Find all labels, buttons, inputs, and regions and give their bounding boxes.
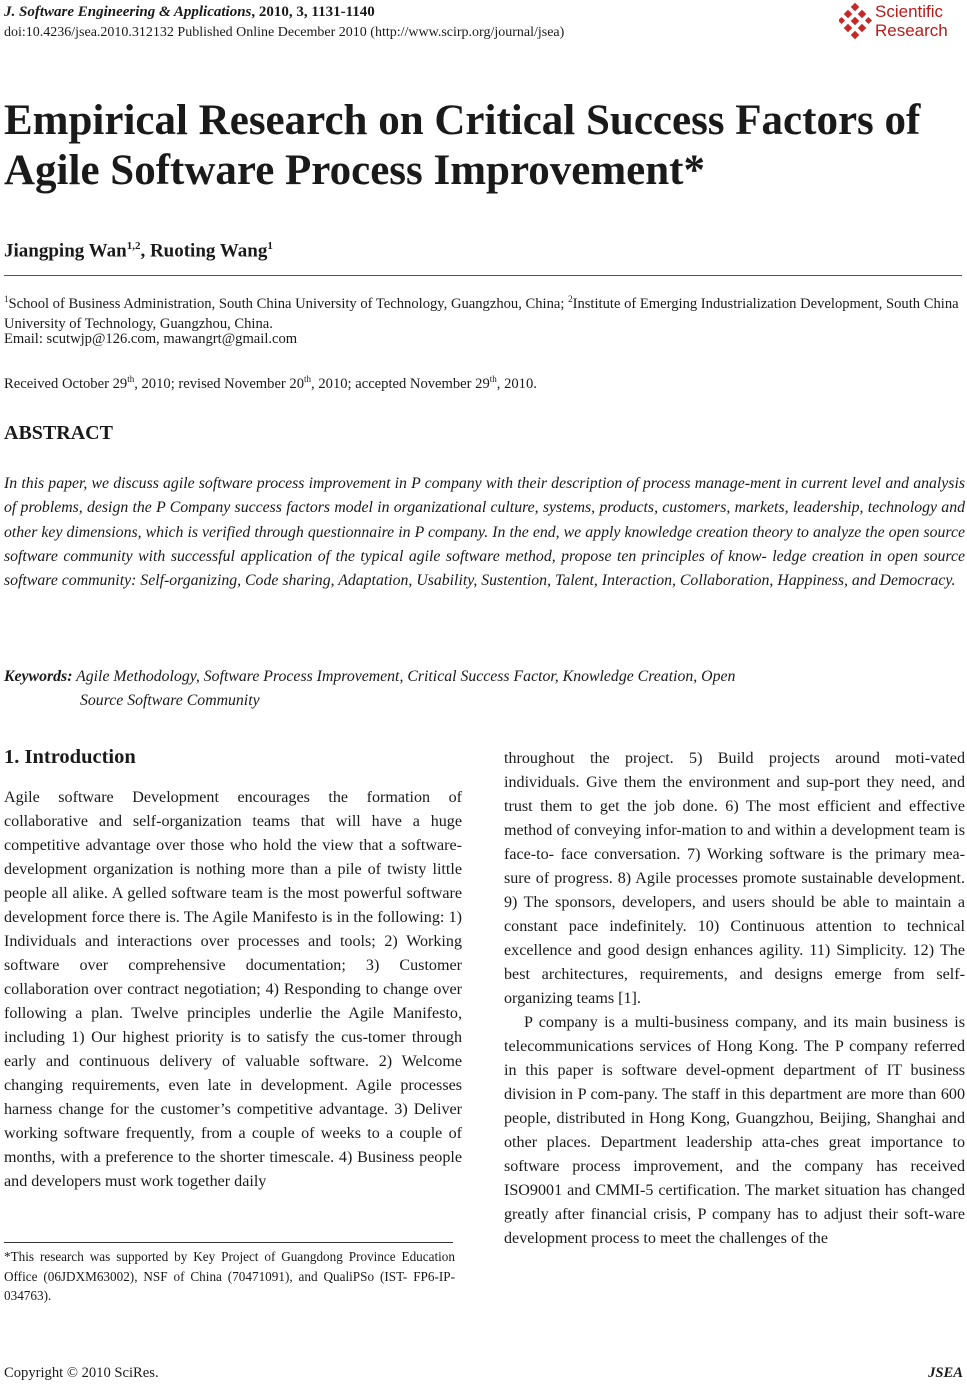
affil-marker-2: 2 <box>568 294 573 304</box>
left-column-text: Agile software Development encourages the formation of collaborative and self-organization teams that will have a huge competitive advantage over those who hold the view that a software-development organization is nothing more than a pile of twisty little people all alike. A gelled software team is the most powerful software development force there is. The Agile Manifesto is in the following: 1) Individuals and interactions over processes and tools; 2) Working software over comprehensive documentation; 3) Customer collaboration over contract negotiation; 4) Responding to change over following a plan. Twelve principles underlie the Agile Manifesto, including 1) Our highest priority is to satisfy the cus-tomer through early and continuous delivery of valuable software. 2) Welcome changing requirements, even late in development. Agile processes harness change for the customer’s competitive advantage. 3) Deliver working software frequently, from a couple of weeks to a couple of months, with a preference to the shorter timescale. 4) Business people and developers must work together daily <box>4 789 462 1190</box>
year-text: , 2010. <box>496 375 537 392</box>
journal-issue: , 2010, 3, 1131-1140 <box>251 4 375 20</box>
author-separator: , <box>140 240 150 262</box>
affiliations <box>4 289 966 334</box>
logo-text-line2: Research <box>875 21 948 40</box>
affil-marker-1: 1 <box>4 294 9 304</box>
accepted-text: , 2010; accepted November 29 <box>311 375 490 392</box>
funding-footnote: *This research was supported by Key Project of Guangdong Province Education Office (06JDXM63002), NSF of China (70471091), and QualiPSo (IST- FP6-IP-034763). <box>4 1249 455 1303</box>
copyright-notice: Copyright © 2010 SciRes. <box>4 1365 159 1381</box>
title-line-1: Empirical Research on Critical Success Factors of <box>4 97 921 144</box>
keywords <box>4 665 954 713</box>
keywords-line-2: Source Software Community <box>80 692 260 709</box>
right-column <box>504 747 965 1251</box>
affil-text-2: Institute of Emerging Industrialization Development, South China University of Technology, Guangzhou, China. <box>4 295 959 332</box>
keywords-label: Keywords: <box>4 668 73 685</box>
abstract-heading: ABSTRACT <box>4 422 113 444</box>
right-column-paragraph-2: P company is a multi-business company, and its main business is telecommunications services of Hong Kong. The P company referred in this paper is software devel-opment department of IT business division in P com-pany. The staff in this department are more than 600 people, distributed in Hong Kong, Guangzhou, Beijing, Shanghai and other places. Department leadership atta-ches great importance to software process improvement, and the company has received ISO9001 and CMMI-5 certification. The market situation has changed greatly after financial crisis, P company has to adjust their soft-ware development process to meet the challenges of the <box>504 1014 965 1247</box>
received-dates <box>4 374 537 393</box>
abstract-body: In this paper, we discuss agile software process improvement in P company with their description of process manage-ment in current level and analysis of problems, design the P Company success factors model in organizational culture, systems, products, customers, markets, leadership, technology and other key dimensions, which is verified through questionnaire in P company. In the end, we apply knowledge creation theory to analyze the open source software community with successful application of the typical agile software method, propose ten principles of know- ledge creation in open source software community: Self-organizing, Code sharing, Adaptation, Usability, Sustention, Talent, Interaction, Collaboration, Happiness, and Democracy. <box>4 475 965 590</box>
ordinal-sup: th <box>127 374 135 384</box>
paper-title <box>4 96 964 196</box>
doi-line: doi:10.4236/jsea.2010.312132 Published Online December 2010 (http://www.scirp.org/journal/jsea) <box>4 25 565 40</box>
ordinal-sup: th <box>489 374 497 384</box>
section-heading-introduction: 1. Introduction <box>4 746 136 768</box>
affil-text-1: School of Business Administration, South China University of Technology, Guangzhou, China; <box>8 295 569 312</box>
author-1-affil: 1,2 <box>126 240 141 252</box>
author-1: Jiangping Wan <box>4 240 127 262</box>
revised-text: , 2010; revised November 20 <box>134 375 305 392</box>
journal-citation <box>4 4 375 21</box>
header-divider <box>4 275 962 276</box>
author-2: Ruoting Wang <box>149 240 268 262</box>
keywords-line-1: Agile Methodology, Software Process Improvement, Critical Success Factor, Knowledge Creation, Open <box>72 668 736 685</box>
title-line-2: Agile Software Process Improvement* <box>4 147 705 194</box>
ordinal-sup: th <box>304 374 312 384</box>
footnote-divider <box>4 1242 453 1243</box>
right-column-paragraph-1: throughout the project. 5) Build projects around moti-vated individuals. Give them the environment and sup-port they need, and trust them to get the job done. 6) The most efficient and effective method of conveying infor-mation to and within a development team is face-to- face conversation. 7) Working software is the primary mea-sure of progress. 8) Agile processes promote sustainable development. 9) The sponsors, developers, and users should be able to maintain a constant pace indefinitely. 10) Continuous attention to technical excellence and good design enhances agility. 11) Simplicity. 12) The best architectures, requirements, and designs emerge from self-organizing teams [1]. <box>504 750 965 1007</box>
logo-text-line1: Scientific <box>875 2 944 21</box>
journal-name: J. Software Engineering & Applications <box>4 4 252 20</box>
received-text: Received October 29 <box>4 375 128 392</box>
publisher-logo <box>839 0 967 46</box>
author-list <box>4 240 273 262</box>
contact-email: Email: scutwjp@126.com, mawangrt@gmail.com <box>4 331 298 347</box>
author-2-affil: 1 <box>267 240 273 252</box>
journal-abbreviation: JSEA <box>928 1365 963 1381</box>
scientific-research-logo-icon <box>839 2 873 42</box>
